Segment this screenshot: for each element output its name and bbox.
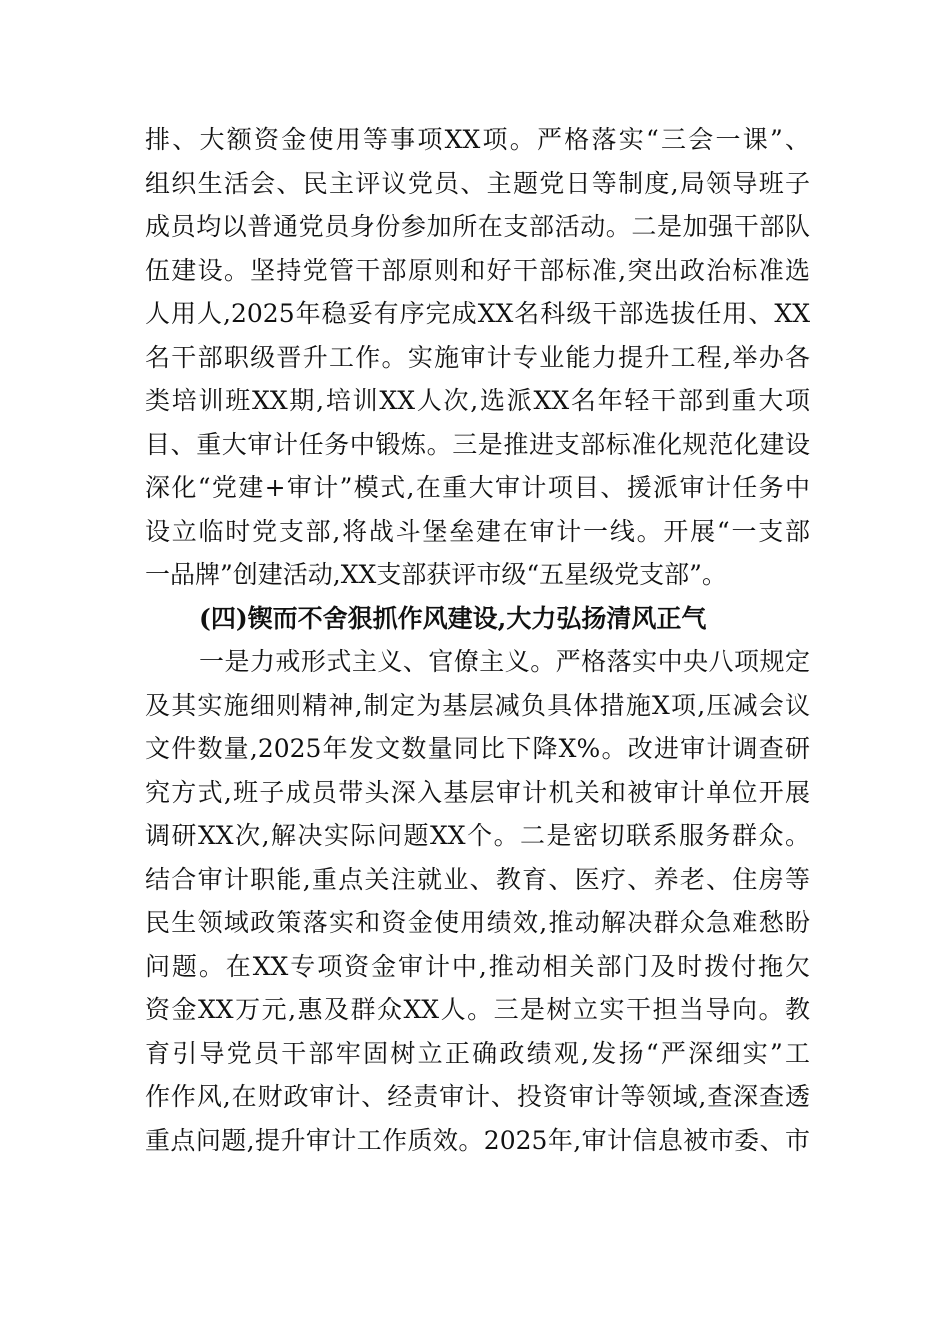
- body-line: 排、大额资金使用等事项XX项。严格落实“三会一课”、: [145, 125, 810, 154]
- body-line: 人用人,2025年稳妥有序完成XX名科级干部选拔任用、XX: [145, 299, 810, 328]
- body-line: 文件数量,2025年发文数量同比下降X%。改进审计调查研: [145, 734, 810, 763]
- body-line: 调研XX次,解决实际问题XX个。二是密切联系服务群众。: [145, 821, 810, 850]
- body-line: 民生领域政策落实和资金使用绩效,推动解决群众急难愁盼: [145, 908, 810, 937]
- body-line: 及其实施细则精神,制定为基层减负具体措施X项,压减会议: [145, 690, 810, 720]
- body-line: 名干部职级晋升工作。实施审计专业能力提升工程,举办各: [145, 342, 810, 372]
- body-line: 成员均以普通党员身份参加所在支部活动。二是加强干部队: [145, 212, 810, 241]
- body-line: 设立临时党支部,将战斗堡垒建在审计一线。开展“一支部: [145, 516, 810, 546]
- body-line: 重点问题,提升审计工作质效。2025年,审计信息被市委、市: [145, 1125, 810, 1155]
- body-line: 组织生活会、民主评议党员、主题党日等制度,局领导班子: [145, 168, 810, 198]
- body-line: 育引导党员干部牢固树立正确政绩观,发扬“严深细实”工: [145, 1038, 810, 1068]
- body-line: 类培训班XX期,培训XX人次,选派XX名年轻干部到重大项: [145, 386, 810, 415]
- body-line: 目、重大审计任务中锻炼。三是推进支部标准化规范化建设: [145, 429, 810, 459]
- body-line: 资金XX万元,惠及群众XX人。三是树立实干担当导向。教: [145, 995, 810, 1024]
- section-heading: (四)锲而不舍狠抓作风建设,大力弘扬清风正气: [199, 603, 707, 633]
- body-line: 究方式,班子成员带头深入基层审计机关和被审计单位开展: [145, 777, 810, 807]
- body-line: 结合审计职能,重点关注就业、教育、医疗、养老、住房等: [145, 864, 810, 894]
- body-line: 问题。在XX专项资金审计中,推动相关部门及时拨付拖欠: [145, 951, 810, 981]
- body-line: 一品牌”创建活动,XX支部获评市级“五星级党支部”。: [145, 560, 727, 589]
- body-line: 深化“党建+审计”模式,在重大审计项目、援派审计任务中: [145, 473, 810, 502]
- document-body: [145, 118, 810, 1162]
- body-line: 作作风,在财政审计、经责审计、投资审计等领域,查深查透: [145, 1082, 810, 1111]
- body-line: 伍建设。坚持党管干部原则和好干部标准,突出政治标准选: [145, 255, 810, 285]
- body-line: 一是力戒形式主义、官僚主义。严格落实中央八项规定: [199, 647, 810, 676]
